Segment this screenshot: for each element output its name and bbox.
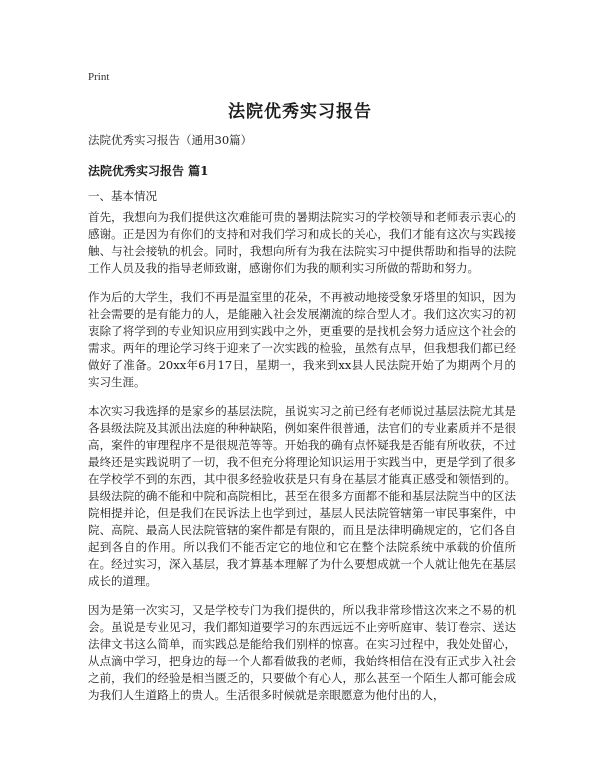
- paragraph-2: 作为后的大学生，我们不再是温室里的花朵，不再被动地接受象牙塔里的知识，因为社会需要的是有能力的人，是能融入社会发展潮流的综合型人才。我们这次实习的初衷除了将学到的专业知识应用到实践中之外，更重要的是找机会努力适应这个社会的需求。两年的理论学习终于迎来了一次实践的检验，虽然有点早，但我想我们都已经做好了准备。20xx年6月17日，星期一，我来到xx县人民法院开始了为期两个月的实习生涯。: [88, 290, 516, 389]
- document-body: [88, 209, 516, 716]
- print-link[interactable]: Print: [88, 71, 110, 83]
- section-heading: 一、基本情况: [88, 189, 157, 203]
- paragraph-1: 首先，我想向为我们提供这次难能可贵的暑期法院实习的学校领导和老师表示衷心的感谢。正是因为有你们的支持和对我们学习和成长的关心，我们才能有这次与实践接触、与社会接轨的机会。同时，我想向所有为我在法院实习中提供帮助和指导的法院工作人员及我的指导老师致谢，感谢你们为我的顺利实习所做的帮助和努力。: [88, 210, 516, 275]
- paragraph-3: 本次实习我选择的是家乡的基层法院，虽说实习之前已经有老师说过基层法院尤其是各县级法院及其派出法庭的种种缺陷，例如案件很普通，法官们的专业素质并不是很高，案件的审理程序不是很规范等等。开始我的确有点怀疑我是否能有所收获，不过最终还是实践说明了一切，我不但充分将理论知识运用于实践当中，更是学到了很多在学校学不到的东西，其中很多经验收获是只有身在基层才能真正感受和领悟到的。县级法院的确不能和中院和高院相比，甚至在很多方面都不能和基层法院当中的区法院相提并论，但是我们在民诉法上也学到过，基层人民法院管辖第一审民事案件，中院、高院、最高人民法院管辖的案件都是有限的，而且是法律明确规定的，它们各自起到各自的作用。所以我们不能否定它的地位和它在整个法院系统中承载的价值所在。经过实习，深入基层，我才算基本理解了为什么要想成就一个人就让他先在基层成长的道理。: [88, 404, 516, 588]
- paragraph-4: 因为是第一次实习，又是学校专门为我们提供的，所以我非常珍惜这次来之不易的机会。虽说是专业见习，我们都知道要学习的东西远远不止旁听庭审、装订卷宗、送达法律文书这么简单，而实践总是能给我们别样的惊喜。在实习过程中，我处处留心，从点滴中学习，把身边的每一个人都看做我的老师，我始终相信在没有正式步入社会之前，我们的经验是相当匮乏的，只要做个有心人，那么甚至一个陌生人都可能会成为我们人生道路上的贵人。生活很多时候就是亲眼愿意为他付出的人，: [88, 603, 516, 702]
- document-title: 法院优秀实习报告: [228, 102, 372, 122]
- document-subtitle: 法院优秀实习报告（通用30篇）: [88, 133, 253, 147]
- section-title: 法院优秀实习报告 篇1: [88, 164, 209, 178]
